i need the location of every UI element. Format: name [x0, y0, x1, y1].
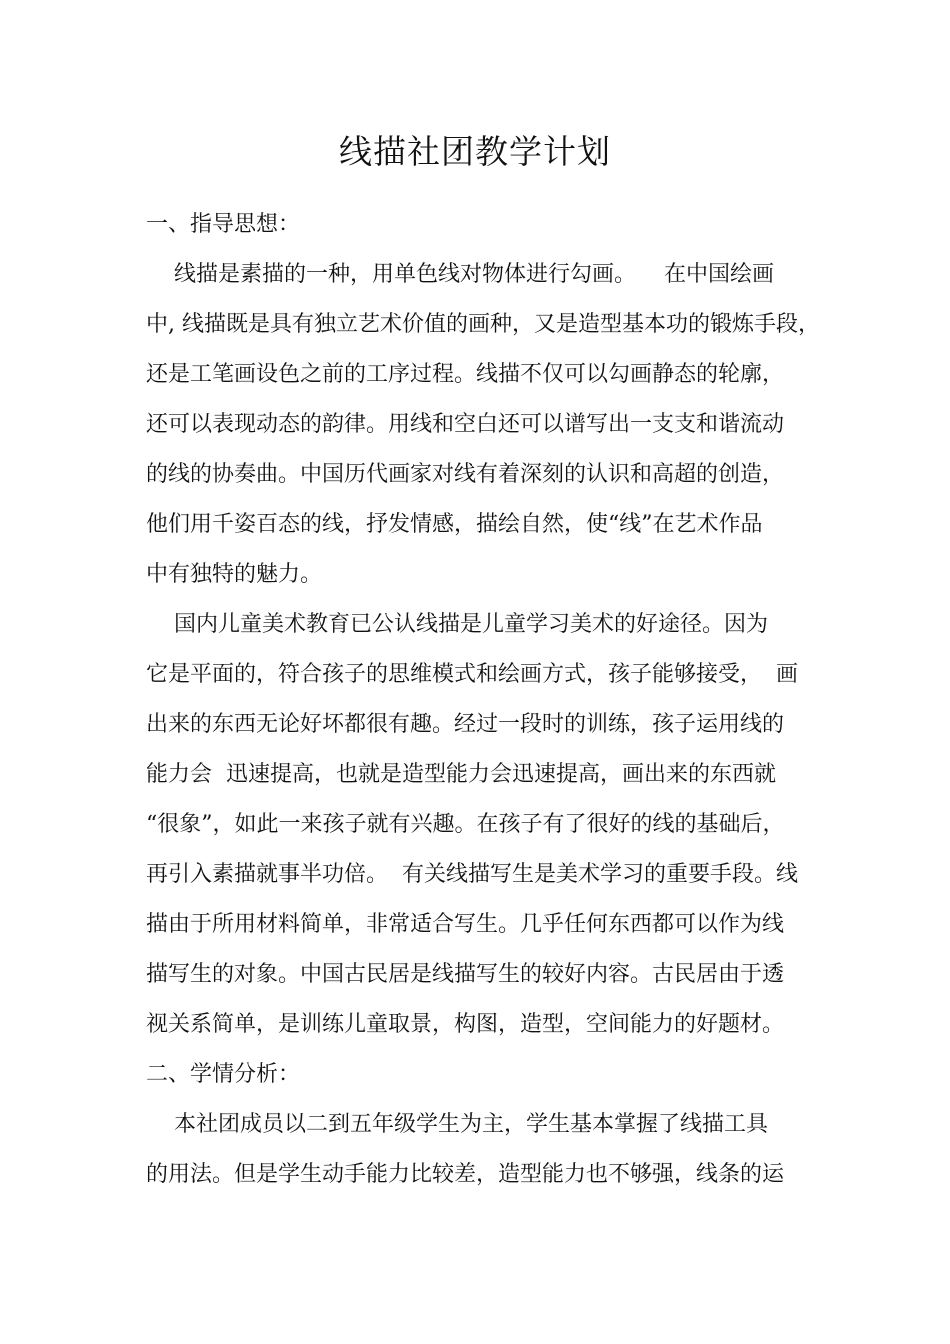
paragraph-line: “很象”，如此一来孩子就有兴趣。在孩子有了很好的线的基础后，	[146, 812, 785, 837]
paragraph-line: 还是工笔画设色之前的工序过程。线描不仅可以勾画静态的轮廓，	[146, 362, 785, 387]
paragraph-line: 描由于所用材料简单，非常适合写生。几乎任何东西都可以作为线	[146, 912, 785, 937]
document-title: 线描社团教学计划	[339, 132, 611, 171]
paragraph-line: 出来的东西无论好坏都很有趣。经过一段时的训练，孩子运用线的	[146, 712, 785, 737]
paragraph-line: 它是平面的，符合孩子的思维模式和绘画方式，孩子能够接受， 画	[146, 662, 798, 687]
paragraph-line: 的线的协奏曲。中国历代画家对线有着深刻的认识和高超的创造，	[146, 462, 785, 487]
paragraph-line: 视关系简单，是训练儿童取景，构图，造型，空间能力的好题材。	[146, 1012, 785, 1037]
paragraph-line: 描写生的对象。中国古民居是线描写生的较好内容。古民居由于透	[146, 962, 785, 987]
paragraph-line: 国内儿童美术教育已公认线描是儿童学习美术的好途径。因为	[146, 612, 768, 637]
paragraph-line: 线描是素描的一种，用单色线对物体进行勾画。 在中国绘画	[146, 262, 774, 287]
section-heading-guiding-ideology: 一、指导思想：	[146, 212, 301, 237]
paragraph-line: 的用法。但是学生动手能力比较差，造型能力也不够强，线条的运	[146, 1162, 785, 1187]
paragraph-line: 能力会 迅速提高，也就是造型能力会迅速提高，画出来的东西就	[146, 762, 776, 787]
paragraph-line: 再引入素描就事半功倍。 有关线描写生是美术学习的重要手段。线	[146, 862, 798, 887]
paragraph-line: 还可以表现动态的韵律。用线和空白还可以谱写出一支支和谐流动	[146, 412, 785, 437]
paragraph-line: 中有独特的魅力。	[146, 562, 323, 587]
section-heading-student-analysis: 二、学情分析：	[146, 1062, 301, 1087]
paragraph-line: 他们用千姿百态的线，抒发情感，描绘自然，使“线”在艺术作品	[146, 512, 763, 537]
paragraph-line: 本社团成员以二到五年级学生为主，学生基本掌握了线描工具	[146, 1112, 768, 1137]
paragraph-line: 中, 线描既是具有独立艺术价值的画种，又是造型基本功的锻炼手段，	[146, 312, 820, 337]
